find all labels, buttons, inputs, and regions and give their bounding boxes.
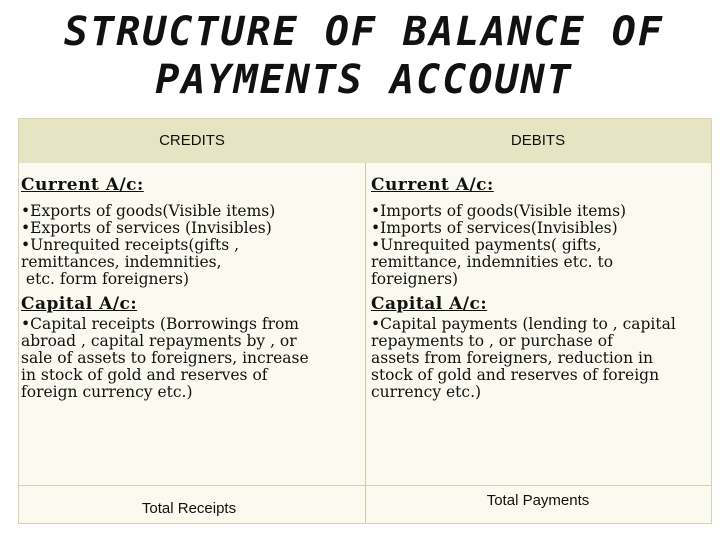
credits-current-item: etc. form foreigners): [21, 270, 190, 288]
debits-column: [371, 175, 709, 401]
title-line-1: STRUCTURE OF BALANCE OF: [64, 9, 664, 55]
debits-capital-heading: Capital A/c:: [371, 294, 488, 314]
credits-current-item: remittances, indemnities,: [21, 253, 222, 271]
credits-column: [21, 175, 359, 401]
credits-capital-item: sale of assets to foreigners, increase: [21, 349, 309, 367]
header-credits: CREDITS: [159, 132, 225, 149]
debits-capital-item: assets from foreigners, reduction in: [371, 349, 653, 367]
credits-capital-item: foreign currency etc.): [21, 383, 193, 401]
debits-capital-item: •Capital payments (lending to , capital: [371, 315, 676, 333]
page-title: [0, 8, 728, 104]
debits-capital-item: currency etc.): [371, 383, 482, 401]
debits-current-item: foreigners): [371, 270, 459, 288]
table-header-row: [19, 119, 711, 163]
debits-current-item: •Imports of services(Invisibles): [371, 219, 618, 237]
header-debits: DEBITS: [510, 132, 566, 149]
title-line-2: PAYMENTS ACCOUNT: [155, 57, 573, 103]
credits-capital-heading: Capital A/c:: [21, 294, 138, 314]
credits-capital-item: •Capital receipts (Borrowings from: [21, 315, 300, 333]
debits-capital-item: stock of gold and reserves of foreign: [371, 366, 660, 384]
bop-table: [18, 118, 712, 524]
credits-current-item: •Exports of goods(Visible items): [21, 202, 276, 220]
column-divider: [365, 163, 366, 523]
credits-capital-item: abroad , capital repayments by , or: [21, 332, 297, 350]
debits-current-item: •Imports of goods(Visible items): [371, 202, 627, 220]
total-receipts: Total Receipts: [141, 500, 237, 517]
credits-capital-item: in stock of gold and reserves of: [21, 366, 268, 384]
credits-current-item: •Exports of services (Invisibles): [21, 219, 272, 237]
debits-current-item: •Unrequited payments( gifts,: [371, 236, 602, 254]
debits-current-heading: Current A/c:: [371, 175, 494, 195]
credits-current-item: •Unrequited receipts(gifts ,: [21, 236, 240, 254]
debits-capital-item: repayments to , or purchase of: [371, 332, 613, 350]
totals-divider: [19, 485, 711, 486]
debits-current-item: remittance, indemnities etc. to: [371, 253, 614, 271]
credits-current-heading: Current A/c:: [21, 175, 144, 195]
total-payments: Total Payments: [486, 492, 590, 509]
